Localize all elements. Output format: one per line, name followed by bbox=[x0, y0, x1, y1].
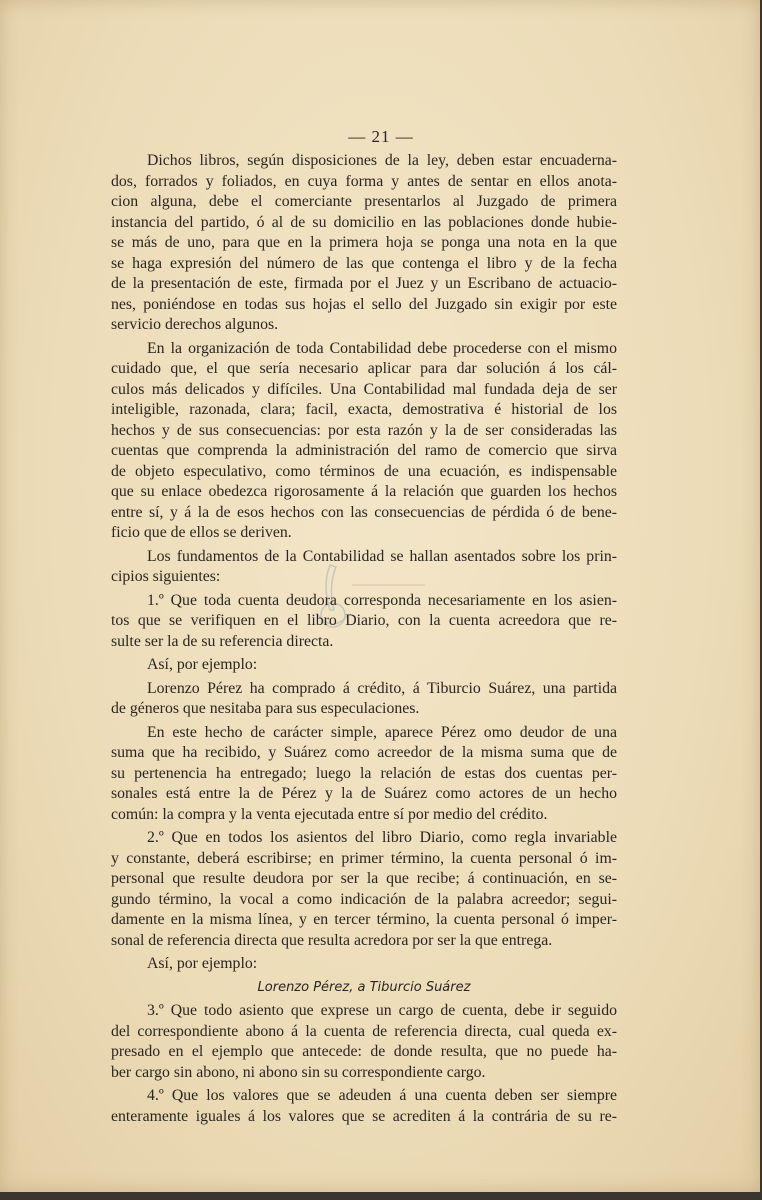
text-line: enteramente iguales á los valores que se acrediten á la contrária de su re- bbox=[111, 1107, 617, 1125]
text-line: se más de uno, para que en la primera hoja se ponga una nota en la que bbox=[111, 234, 617, 251]
text-line: instancia del partido, ó al de su domicilio en las poblaciones donde hubie- bbox=[111, 213, 617, 231]
text-line: se haga expresión del número de las que contenga el libro y de la fecha bbox=[111, 254, 617, 272]
text-line: 4.º Que los valores que se adeuden á una cuenta deben ser siempre bbox=[147, 1087, 617, 1104]
text-line: hechos y de sus consecuencias: por esta razón y la de ser consideradas las bbox=[111, 421, 617, 439]
text-line: que su enlace obedezca rigorosamente á la relación que guarden los hechos bbox=[111, 483, 617, 500]
text-line: En la organización de toda Contabilidad debe procederse con el mismo bbox=[147, 339, 617, 357]
text-line: 2.º Que en todos los asientos del libro Diario, como regla invariable bbox=[147, 829, 617, 846]
text-line: Así, por ejemplo: bbox=[147, 656, 258, 673]
paragraph bbox=[111, 828, 617, 951]
paragraph bbox=[111, 339, 617, 544]
text-line: de la presentación de este, firmada por el Juez y un Escribano de actuacio- bbox=[111, 275, 617, 292]
text-line: nes, poniéndose en todas sus hojas el sello del Juzgado sin exigir por este bbox=[111, 295, 617, 313]
paragraph bbox=[111, 151, 617, 336]
text-line: Dichos libros, según disposiciones de la ley, deben estar encuaderna- bbox=[147, 152, 617, 169]
text-line: su pertenencia ha entregado; luego la relación de estas dos cuentas per- bbox=[111, 764, 617, 782]
body-text bbox=[111, 151, 617, 1127]
text-line: entre sí, y á la de esos hechos con las consecuencias de pérdida ó de bene- bbox=[111, 503, 617, 521]
paragraph bbox=[111, 679, 617, 720]
text-line: En este hecho de carácter simple, aparece Pérez omo deudor de una bbox=[147, 723, 617, 741]
text-line: sulte ser la de su referencia directa. bbox=[111, 632, 334, 650]
text-line: damente en la misma línea, y en tercer término, la cuenta personal ó imper- bbox=[111, 911, 617, 928]
paragraph bbox=[111, 547, 617, 588]
paragraph bbox=[111, 655, 617, 676]
text-line: de objeto especulativo, como términos de una ecuación, es indispensable bbox=[111, 462, 617, 480]
text-line: ficio que de ellos se deriven. bbox=[111, 524, 292, 541]
text-line: servicio derechos algunos. bbox=[111, 316, 279, 333]
text-line: del correspondiente abono á la cuenta de referencia directa, cual queda ex- bbox=[111, 1022, 617, 1040]
paragraph bbox=[111, 1086, 617, 1127]
text-line: común: la compra y la venta ejecutada entre sí por medio del crédito. bbox=[111, 805, 548, 823]
text-line: de géneros que nesitaba para sus especulaciones. bbox=[111, 700, 420, 717]
text-line: suma que ha recibido, y Suárez como acreedor de la misma suma que de bbox=[111, 744, 617, 761]
text-line: cion alguna, debe el comerciante presentarlos al Juzgado de primera bbox=[111, 193, 617, 210]
text-line: y constante, deberá escribirse; en primer término, la cuenta personal ó im- bbox=[111, 849, 617, 867]
text-line: ber cargo sin abono, ni abono sin su correspondiente cargo. bbox=[111, 1063, 486, 1081]
page-number: — 21 — bbox=[348, 127, 414, 146]
text-line: tos que se verifiquen en el libro Diario, con la cuenta acreedora que re- bbox=[111, 612, 617, 629]
text-line: Así, por ejemplo: bbox=[147, 955, 258, 972]
text-line: cuentas que comprenda la administración del ramo de comercio que sirva bbox=[111, 442, 617, 459]
text-line: inteligible, razonada, clara; facil, exacta, demostrativa é historial de los bbox=[111, 401, 617, 418]
text-line: Los fundamentos de la Contabilidad se hallan asentados sobre los prin- bbox=[147, 547, 617, 565]
text-line: dos, forrados y foliados, en cuya forma y antes de sentar en ellos anota- bbox=[111, 172, 617, 190]
example-entry: Lorenzo Pérez, a Tiburcio Suárez bbox=[257, 979, 471, 995]
text-line: Lorenzo Pérez ha comprado á crédito, á Tiburcio Suárez, una partida bbox=[147, 679, 617, 697]
text-line: culos más delicados y difíciles. Una Contabilidad mal fundada deja de ser bbox=[111, 380, 617, 398]
text-line: personal que resulte deudora por ser la que recibe; á continuación, en se- bbox=[111, 870, 617, 887]
text-line: gundo término, la vocal a como indicación de la palabra acreedor; segui- bbox=[111, 890, 617, 908]
paragraph bbox=[111, 723, 617, 826]
paragraph bbox=[111, 954, 617, 975]
paragraph bbox=[111, 591, 617, 653]
text-line: 1.º Que toda cuenta deudora corresponda necesariamente en los asien- bbox=[147, 591, 617, 609]
text-line: sonal de referencia directa que resulta acredora por ser la que entrega. bbox=[111, 931, 553, 949]
text-line: sonales está entre la de Pérez y la de Suárez como actores de un hecho bbox=[111, 785, 617, 802]
text-line: cuidado que, el que sería necesario aplicar para dar solución á los cál- bbox=[111, 360, 617, 377]
text-line: 3.º Que todo asiento que exprese un cargo de cuenta, debe ir seguido bbox=[147, 1002, 617, 1019]
paragraph bbox=[111, 1001, 617, 1083]
text-line: cipios siguientes: bbox=[111, 568, 221, 585]
text-line: presado en el ejemplo que antecede: de donde resulta, que no puede ha- bbox=[111, 1043, 617, 1060]
